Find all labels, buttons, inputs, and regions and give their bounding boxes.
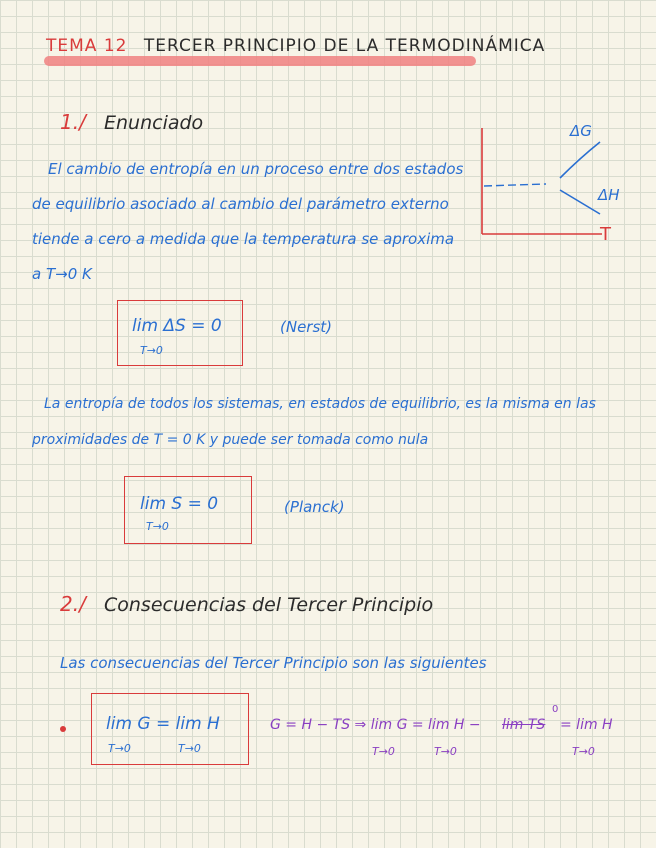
derivation-part-a: G = H − TS ⇒ lim G = lim H − bbox=[270, 717, 481, 733]
derivation-sub-c: T→0 bbox=[572, 745, 595, 758]
statement-line-3: tiende a cero a medida que la temperatura se aproxima bbox=[32, 230, 455, 248]
planck-line-2: proximidades de T = 0 K y puede ser tomada como nula bbox=[32, 432, 429, 448]
section2-intro: Las consecuencias del Tercer Principio son las siguientes bbox=[60, 654, 487, 672]
planck-formula: lim S = 0 bbox=[140, 494, 219, 514]
planck-label: (Planck) bbox=[284, 498, 345, 516]
graph-label-dg: ΔG bbox=[570, 122, 592, 140]
graph-label-dh: ΔH bbox=[598, 186, 620, 204]
derivation-struck: lim TS bbox=[502, 717, 546, 733]
page-title bbox=[46, 36, 545, 56]
consequence-sub-left: T→0 bbox=[108, 742, 131, 755]
bullet-1 bbox=[60, 726, 66, 732]
statement-line-2: de equilibrio asociado al cambio del parámetro externo bbox=[32, 195, 449, 213]
planck-line-1: La entropía de todos los sistemas, en estados de equilibrio, es la misma en las bbox=[44, 396, 596, 412]
nernst-subscript: T→0 bbox=[140, 344, 163, 357]
statement-line-1: El cambio de entropía en un proceso entre dos estados bbox=[48, 160, 464, 178]
nernst-formula: lim ΔS = 0 bbox=[132, 316, 222, 336]
consequence-formula: lim G = lim H bbox=[106, 714, 220, 734]
graph-curve-dg bbox=[560, 142, 600, 178]
graph-dashed-line bbox=[484, 184, 546, 186]
section1-title: Enunciado bbox=[104, 112, 204, 134]
title-text: TERCER PRINCIPIO DE LA TERMODINÁMICA bbox=[143, 36, 546, 56]
section1-number: 1./ bbox=[60, 110, 86, 134]
section2-title: Consecuencias del Tercer Principio bbox=[104, 594, 434, 616]
graph-label-t: T bbox=[600, 224, 611, 245]
title-tema: TEMA 12 bbox=[46, 36, 128, 56]
consequence-sub-right: T→0 bbox=[178, 742, 201, 755]
derivation-sub-b: T→0 bbox=[434, 745, 457, 758]
section2-number: 2./ bbox=[60, 592, 86, 616]
nernst-label: (Nerst) bbox=[280, 318, 333, 336]
statement-line-4: a T→0 K bbox=[32, 265, 92, 283]
graph-curve-dh bbox=[560, 190, 600, 214]
derivation-zero: 0 bbox=[552, 704, 559, 715]
title-highlight bbox=[44, 56, 476, 66]
derivation-part-b: = lim H bbox=[560, 717, 613, 733]
planck-subscript: T→0 bbox=[146, 520, 169, 533]
derivation-sub-a: T→0 bbox=[372, 745, 395, 758]
